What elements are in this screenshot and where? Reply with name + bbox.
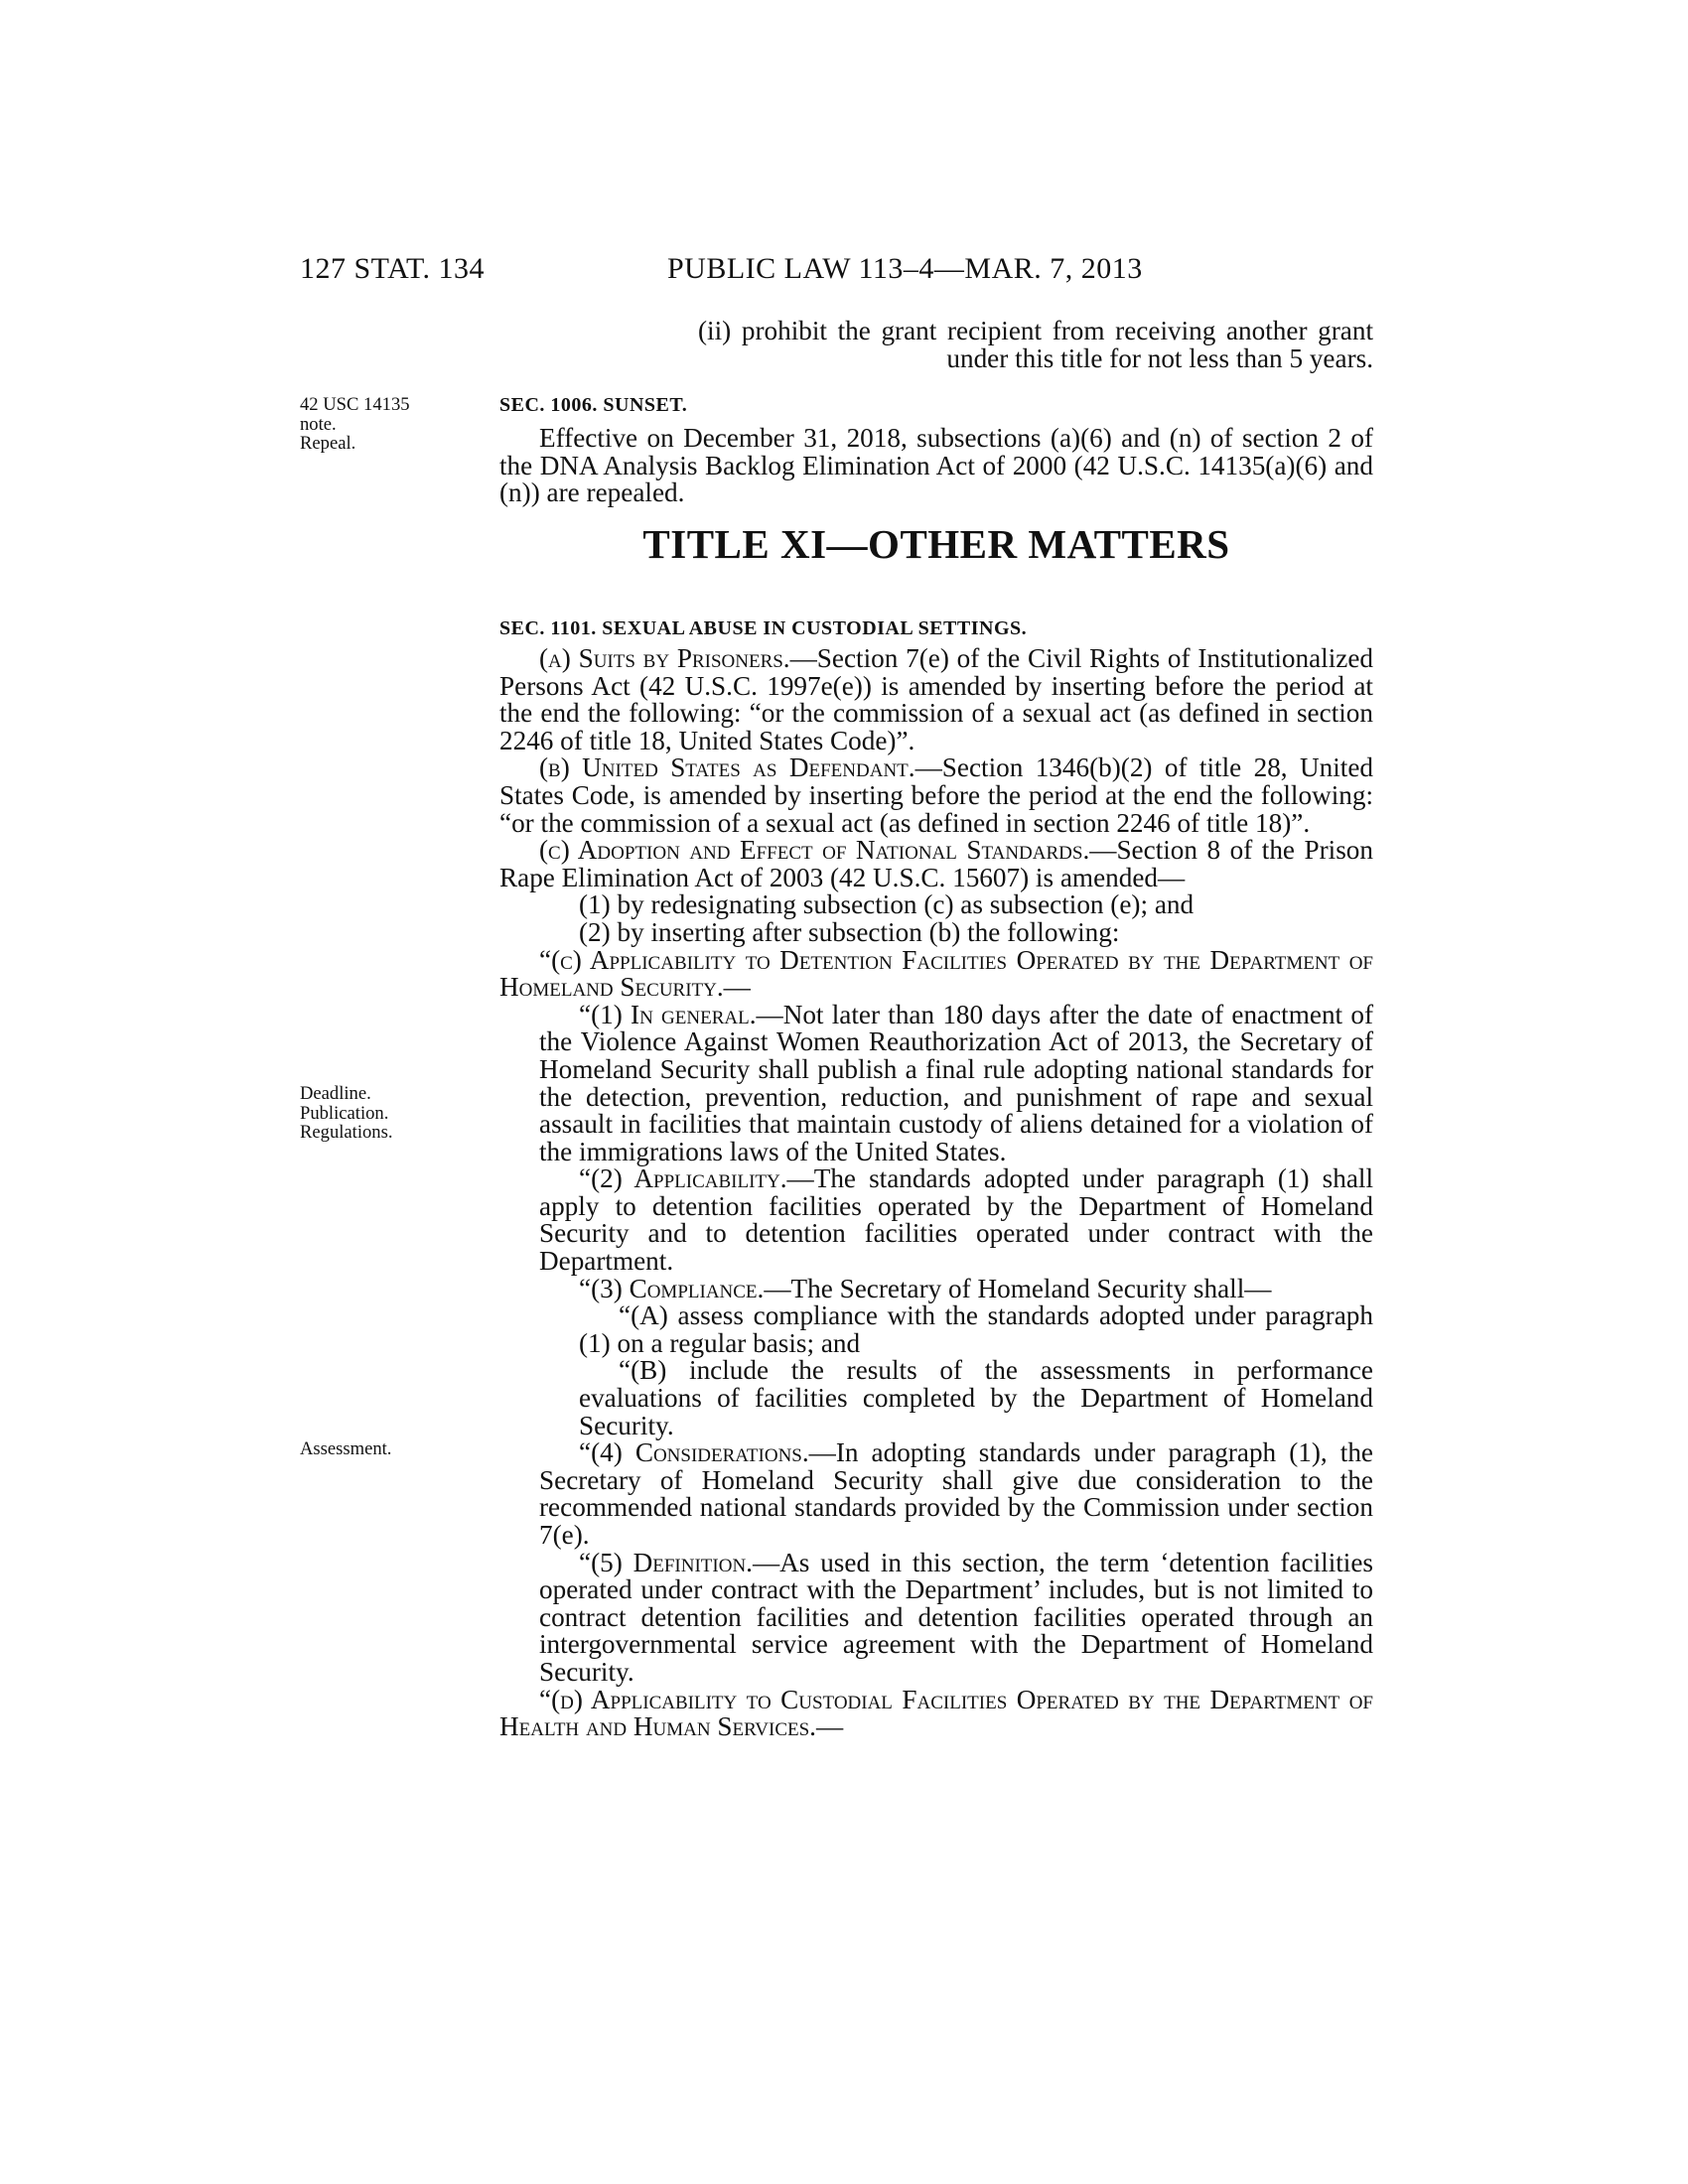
margin-note-line: 42 USC 14135 xyxy=(300,394,410,415)
subsection-text: —Section 7(e) of the Civil Rights of Institutionalized Persons Act (42 U.S.C. 1997e(e)) is amended by inserting before the period at the end the following: “or the commission of a sexual act (as defined in section 2246 of title 18, United States Code)”. xyxy=(499,643,1373,755)
subsection-text: —Section 1346(b)(2) of title 28, United States Code, is amended by inserting before the period at the end the following: “or the commission of a sexual act (as defined in section 2246 of title 18)”. xyxy=(499,752,1373,838)
intro-text: (ii) prohibit the grant recipient from receiving another grant under this title for not less than 5 years. xyxy=(698,316,1373,373)
paragraph-label: “(2) Applicability. xyxy=(579,1163,787,1194)
section-heading: SEC. 1101. SEXUAL ABUSE IN CUSTODIAL SETTINGS. xyxy=(499,617,1028,639)
subsection-label: “(d) Applicability to Custodial Facilities Operated by the Department of Health and Human Services. xyxy=(499,1684,1373,1742)
margin-note-line: Repeal. xyxy=(300,433,356,454)
section-heading: SEC. 1006. SUNSET. xyxy=(499,394,688,416)
subsection-dash: — xyxy=(723,972,751,1003)
margin-note-line: Publication. xyxy=(300,1102,389,1124)
section-1006-body xyxy=(499,425,1373,507)
paragraph-text: —As used in this section, the term ‘detention facilities operated under contract with the Department’ includes, but is not limited to contract detention facilities and detention facilities operated through an intergovernmental service agreement with the Department of Homeland Security. xyxy=(539,1547,1373,1687)
subsection-c xyxy=(499,837,1373,891)
margin-note-assessment xyxy=(300,1439,391,1459)
margin-note-line: Deadline. xyxy=(300,1083,371,1104)
paragraph-label: “(1) In general. xyxy=(579,999,757,1029)
paragraph-label: “(3) Compliance. xyxy=(579,1273,765,1303)
margin-note-line: Regulations. xyxy=(300,1122,393,1143)
paragraph-c1: (1) by redesignating subsection (c) as subsection (e); and xyxy=(579,889,1195,920)
section-1101-body xyxy=(499,645,1373,1741)
paragraph-c2: (2) by inserting after subsection (b) the following: xyxy=(579,916,1120,947)
intro-paragraph xyxy=(658,318,1373,372)
title-heading: TITLE XI—OTHER MATTERS xyxy=(642,521,1230,567)
margin-note-deadline xyxy=(300,1084,392,1143)
paragraph-text: —Not later than 180 days after the date of enactment of the Violence Against Women Reauthorization Act of 2013, the Secretary of Homeland Security shall publish a final rule adopting national standards for the detection, prevention, reduction, and punishment of rape and sexual assault in facilities that maintain custody of aliens detained for a violation of the immigrations laws of the United States. xyxy=(539,999,1373,1166)
page-number: 127 STAT. 134 xyxy=(300,252,486,285)
quoted-subparagraph-B: “(B) include the results of the assessments in performance evaluations of facilities completed by the Department of Homeland Security. xyxy=(579,1355,1373,1440)
section-1101-heading-block xyxy=(499,615,1373,643)
paragraph-text: —In adopting standards under paragraph (1), the Secretary of Homeland Security shall give due consideration to the recommended national standards provided by the Commission under section 7(e). xyxy=(539,1437,1373,1550)
quoted-subparagraph-A: “(A) assess compliance with the standards adopted under paragraph (1) on a regular basis; and xyxy=(579,1300,1373,1358)
quoted-subsection-d xyxy=(499,1684,1373,1742)
margin-note-repeal xyxy=(300,395,410,454)
section-text: Effective on December 31, 2018, subsections (a)(6) and (n) of section 2 of the DNA Analysis Backlog Elimination Act of 2000 (42 U.S.C. 14135(a)(6) and (n)) are repealed. xyxy=(499,423,1373,508)
quoted-paragraph-3 xyxy=(499,1273,1373,1303)
paragraph-text: —The standards adopted under paragraph (1) shall apply to detention facilities operated by the Department of Homeland Security and to detention facilities operated under contract with the Department. xyxy=(539,1163,1373,1277)
margin-note-line: note. xyxy=(300,413,337,435)
subsection-text: —Section 8 of the Prison Rape Elimination Act of 2003 (42 U.S.C. 15607) is amended— xyxy=(499,835,1373,892)
subsection-label: “(c) Applicability to Detention Facilities Operated by the Department of Homeland Security. xyxy=(499,944,1373,1003)
title-block xyxy=(499,521,1373,567)
quoted-paragraph-2 xyxy=(499,1165,1373,1275)
subsection-label: (c) Adoption and Effect of National Standards. xyxy=(539,835,1090,866)
quoted-paragraph-1 xyxy=(499,999,1373,1166)
subsection-label: (b) United States as Defendant. xyxy=(539,752,915,783)
quoted-paragraph-4 xyxy=(499,1439,1373,1549)
paragraph-text: —The Secretary of Homeland Security shall— xyxy=(764,1273,1272,1303)
quoted-subsection-c xyxy=(499,944,1373,1003)
section-1006 xyxy=(499,392,1373,420)
subsection-dash: — xyxy=(815,1711,844,1742)
paragraph-label: “(5) Definition. xyxy=(579,1547,753,1577)
margin-note-line: Assessment. xyxy=(300,1438,392,1459)
subsection-a xyxy=(499,645,1373,754)
subsection-b xyxy=(499,754,1373,837)
subsection-label: (a) Suits by Prisoners. xyxy=(539,643,790,673)
running-header: PUBLIC LAW 113–4—MAR. 7, 2013 xyxy=(667,252,1143,285)
paragraph-label: “(4) Considerations. xyxy=(579,1437,809,1468)
quoted-paragraph-5 xyxy=(499,1547,1373,1687)
